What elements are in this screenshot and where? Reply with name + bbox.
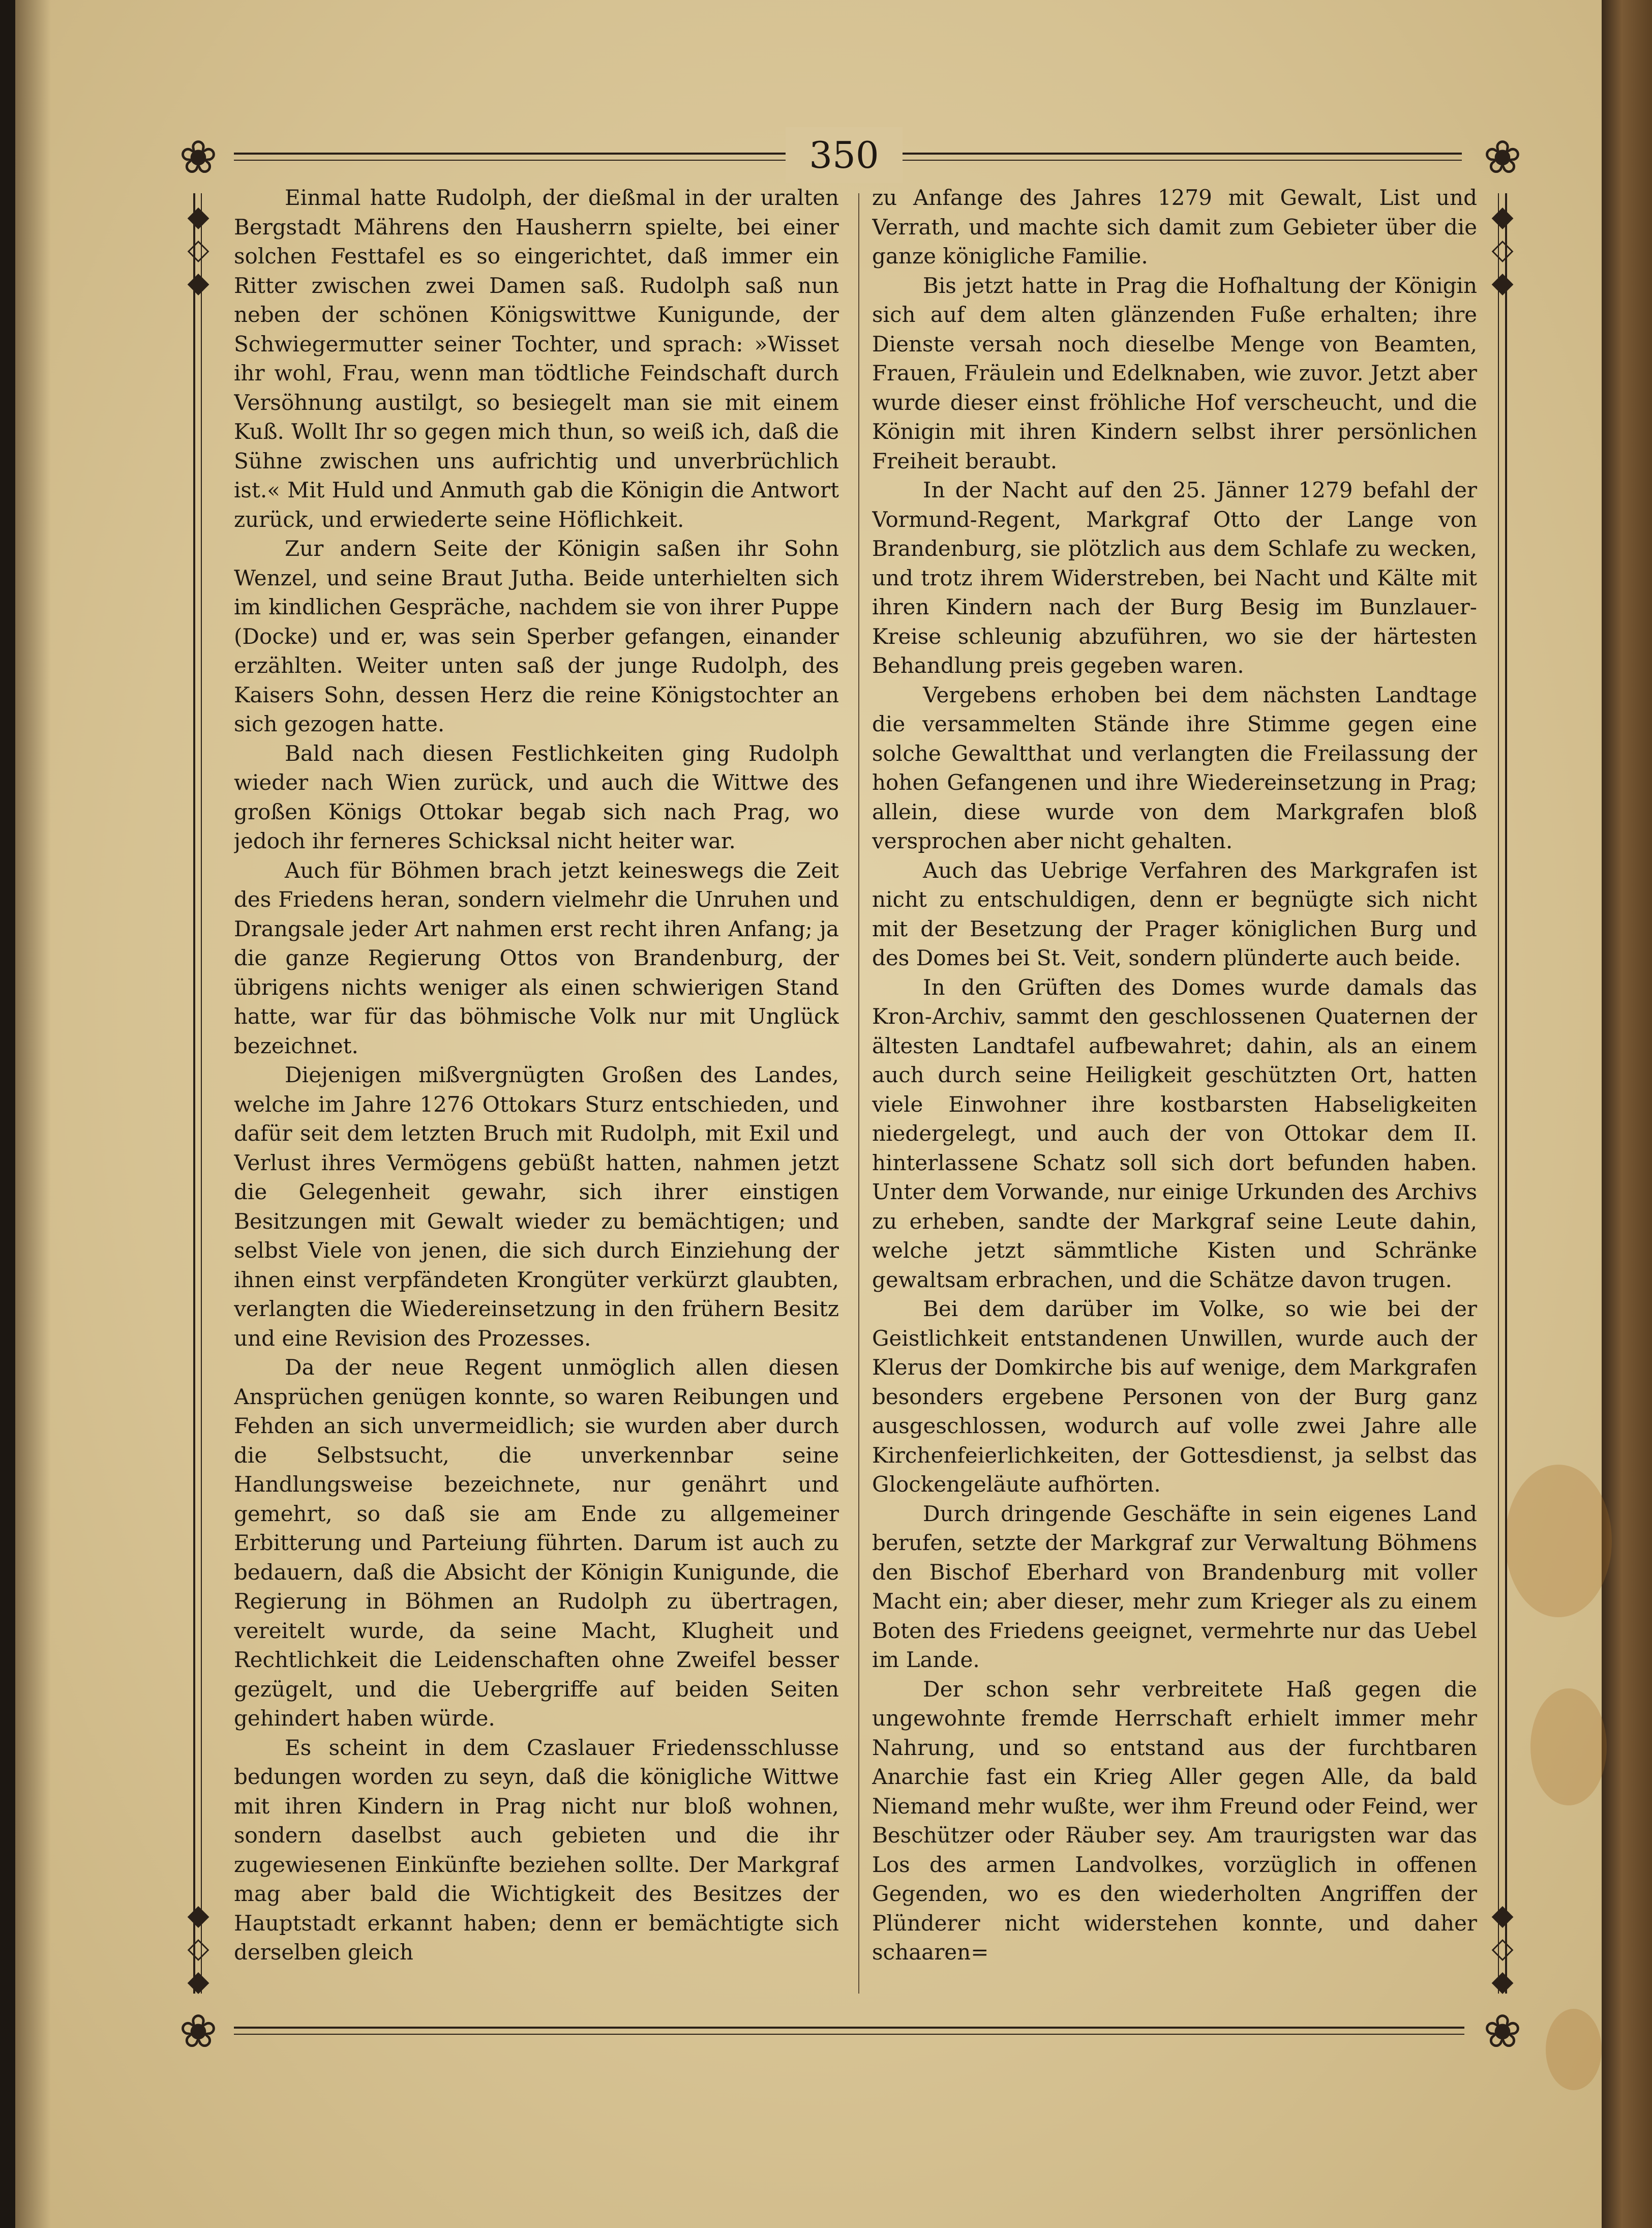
corner-ornament-icon: ❀ (179, 131, 218, 184)
paragraph: In der Nacht auf den 25. Jänner 1279 befahl der Vormund-Regent, Markgraf Otto der Lange von Brandenburg, sie plötzlich aus dem Schlafe zu wecken, und trotz ihrem Widerstreben, bei Nacht und Kälte mit ihren Kindern nach der Burg Besig im Bunzlauer-Kreise schleunig abzuführen, wo sie der härtesten Behandlung preis gegeben waren. (872, 478, 1477, 678)
water-stain (1530, 1688, 1607, 1805)
frame-rule-left (193, 193, 195, 1994)
frame-rule-left (201, 193, 202, 1994)
paragraph: Da der neue Regent unmöglich allen diesen Ansprüchen genügen konnte, so waren Reibungen und Fehden an sich unvermeidlich; sie wurden aber durch die Selbstsucht, die unverkennbar seine Handlungsweise bezeichnete, nur genährt und gemehrt, so daß sie am Ende zu allgemeiner Erbitterung und Parteiung führten. Darum ist auch zu bedauern, daß die Absicht der Königin Kunigunde, die Regierung in Böhmen an Rudolph zu übertragen, vereitelt wurde, da seine Macht, Klugheit und Rechtlichkeit die Leidenschaften ohne Zweifel besser gezügelt, und die Uebergriffe auf beiden Seiten gehindert haben würde. (234, 1355, 839, 1731)
paragraph: Bis jetzt hatte in Prag die Hofhaltung der Königin sich auf dem alten glänzenden Fuße erhalten; ihre Dienste versah noch dieselbe Menge von Beamten, Frauen, Fräulein und Edelknaben, wie zuvor. Jetzt aber wurde dieser einst fröhliche Hof verscheucht, und die Königin mit ihren Kindern selbst ihrer persönlichen Freiheit beraubt. (872, 273, 1477, 473)
text-column-right (872, 183, 1477, 1973)
water-stain (1546, 2009, 1602, 2090)
frame-rule-top (234, 160, 786, 161)
frame-rule-right (1498, 193, 1499, 1994)
paragraph: In den Grüften des Domes wurde damals das Kron-Archiv, sammt den geschlossenen Quaternen der ältesten Landtafel aufbewahret; dahin, als an einem auch durch seine Heiligkeit geschützten Ort, hatten viele Einwohner ihre kostbarsten Habseligkeiten niedergelegt, und auch der von Ottokar dem II. hinterlassene Schatz soll sich dort befunden haben. Unter dem Vorwande, nur einige Urkunden des Archivs zu erheben, sandte der Markgraf seine Leute dahin, welche jetzt sämmtliche Kisten und Schränke gewaltsam erbrachen, und die Schätze davon trugen. (872, 974, 1477, 1292)
side-ornament-icon: ◆◇◆ (182, 199, 215, 299)
paragraph: Vergebens erhoben bei dem nächsten Landtage die versammelten Stände ihre Stimme gegen eine solche Gewaltthat und verlangten die Freilassung der hohen Gefangenen und ihre Wiedereinsetzung in Prag; allein, diese wurde von dem Markgrafen bloß versprochen aber nicht gehalten. (872, 682, 1477, 853)
paragraph: Durch dringende Geschäfte in sein eigenes Land berufen, setzte der Markgraf zur Verwaltung Böhmens den Bischof Eberhard von Brandenburg mit voller Macht ein; aber dieser, mehr zum Krieger als zu einem Boten des Friedens geeignet, vermehrte nur das Uebel im Lande. (872, 1501, 1477, 1672)
paragraph: Der schon sehr verbreitete Haß gegen die ungewohnte fremde Herrschaft erhielt immer mehr Nahrung, und so entstand aus der furchtbaren Anarchie fast ein Krieg Aller gegen Alle, da bald Niemand mehr wußte, wer ihm Freund oder Feind, wer Beschützer oder Räuber sey. Am traurigsten war das Los des armen Landvolkes, vorzüglich in offenen Gegenden, wo es den wiederholten Angriffen der Plünderer nicht widerstehen konnte, und daher schaaren= (872, 1676, 1477, 1965)
frame-rule-top (903, 160, 1462, 161)
corner-ornament-icon: ❀ (1483, 131, 1522, 184)
paragraph: Einmal hatte Rudolph, der dießmal in der uralten Bergstadt Mährens den Hausherrn spielte, bei einer solchen Festtafel es so eingerichtet, daß immer ein Ritter zwischen zwei Damen saß. Rudolph saß nun neben der schönen Königswittwe Kunigunde, der Schwiegermutter seiner Tochter, und sprach: »Wisset ihr wohl, Frau, wenn man tödtliche Feindschaft durch Versöhnung austilgt, so besiegelt man sie mit einem Kuß. Wollt Ihr so gegen mich thun, so weiß ich, daß die Sühne zwischen uns aufrichtig und unverbrüchlich ist.« Mit Huld und Anmuth gab die Königin die Antwort zurück, und erwiederte seine Höflichkeit. (234, 185, 839, 532)
book-spine-edge (1602, 0, 1652, 2228)
paragraph: Bald nach diesen Festlichkeiten ging Rudolph wieder nach Wien zurück, und auch die Wittwe des großen Königs Ottokar begab sich nach Prag, wo jedoch ihr ferneres Schicksal nicht heiter war. (234, 740, 839, 853)
paragraph: Auch für Böhmen brach jetzt keineswegs die Zeit des Friedens heran, sondern vielmehr die Unruhen und Drangsale jeder Art nahmen erst recht ihren Anfang; ja die ganze Regierung Ottos von Brandenburg, der übrigens nichts weniger als einen schwierigen Stand hatte, war für das böhmische Volk nur mit Unglück bezeichnet. (234, 857, 839, 1058)
paragraph: Zur andern Seite der Königin saßen ihr Sohn Wenzel, und seine Braut Jutha. Beide unterhielten sich im kindlichen Gespräche, nachdem sie von ihrer Puppe (Docke) und er, was sein Sperber gefangen, einander erzählten. Weiter unten saß der junge Rudolph, des Kaisers Sohn, dessen Herz die reine Königstochter an sich gezogen hatte. (234, 536, 839, 736)
text-column-left (234, 183, 839, 1973)
frame-rule-top (234, 153, 786, 155)
corner-ornament-icon: ❀ (1483, 2005, 1522, 2058)
page-gutter-shadow (15, 0, 51, 2228)
paragraph: Diejenigen mißvergnügten Großen des Landes, welche im Jahre 1276 Ottokars Sturz entschieden, und dafür seit dem letzten Bruch mit Rudolph, mit Exil und Verlust ihres Vermögens gebüßt hatten, nahmen jetzt die Gelegenheit gewahr, sich ihrer einstigen Besitzungen mit Gewalt wieder zu bemächtigen; und selbst Viele von jenen, die sich durch Einziehung der ihnen einst verpfändeten Krongüter verkürzt glaubten, verlangten die Wiedereinsetzung in den frühern Besitz und eine Revision des Prozesses. (234, 1062, 839, 1351)
side-ornament-icon: ◆◇◆ (182, 1898, 215, 1998)
water-stain (1505, 1465, 1612, 1617)
page-number: 350 (786, 127, 903, 183)
paragraph: Es scheint in dem Czaslauer Friedensschlusse bedungen worden zu seyn, daß die königliche Wittwe mit ihren Kindern in Prag nicht nur bloß wohnen, sondern daselbst auch gebieten und die ihr zugewiesenen Einkünfte beziehen sollte. Der Markgraf mag aber bald die Wichtigkeit des Besitzes der Hauptstadt erkannt haben; denn er bemächtigte sich derselben gleich (234, 1735, 839, 1965)
side-ornament-icon: ◆◇◆ (1486, 1898, 1519, 1998)
column-divider (858, 193, 859, 1994)
corner-ornament-icon: ❀ (179, 2005, 218, 2058)
frame-rule-bottom (234, 2034, 1464, 2035)
paragraph: zu Anfange des Jahres 1279 mit Gewalt, List und Verrath, und machte sich damit zum Gebieter über die ganze königliche Familie. (872, 185, 1477, 269)
frame-rule-bottom (234, 2027, 1464, 2029)
frame-rule-right (1505, 193, 1507, 1994)
side-ornament-icon: ◆◇◆ (1486, 199, 1519, 299)
frame-rule-top (903, 153, 1462, 155)
paragraph: Bei dem darüber im Volke, so wie bei der Geistlichkeit entstandenen Unwillen, wurde auch der Klerus der Domkirche bis auf wenige, dem Markgrafen besonders ergebene Personen von der Burg ganz ausgeschlossen, wodurch auf volle zwei Jahre alle Kirchenfeierlichkeiten, der Gottesdienst, ja selbst das Glockengeläute aufhörten. (872, 1296, 1477, 1497)
paragraph: Auch das Uebrige Verfahren des Markgrafen ist nicht zu entschuldigen, denn er begnügte sich nicht mit der Besetzung der Prager königlichen Burg und des Domes bei St. Veit, sondern plünderte auch beide. (872, 857, 1477, 970)
